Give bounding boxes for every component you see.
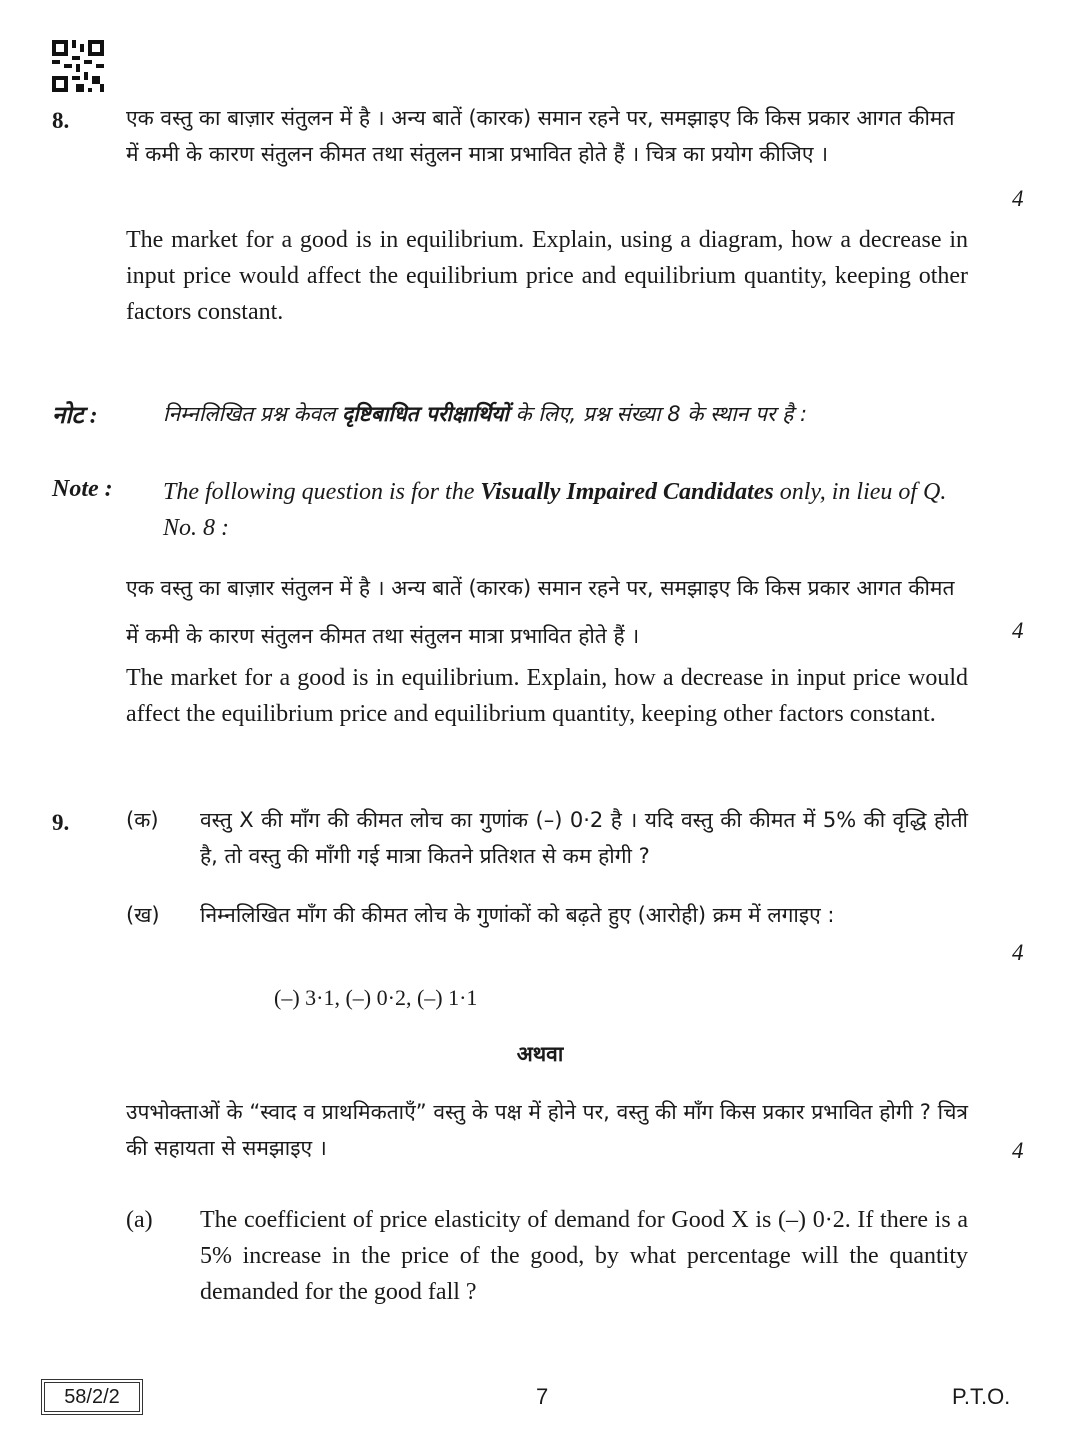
question-9a-hindi: वस्तु X की माँग की कीमत लोच का गुणांक (–) 0·2 है । यदि वस्तु की कीमत में 5% की वृद्धि होती है, तो वस्तु की माँगी गई मात्रा कितने प्रतिशत से कम होगी ? xyxy=(200,808,968,868)
question-9a-english: The coefficient of price elasticity of demand for Good X is (–) 0·2. If there is a 5% increase in the price of the good, by what percentage will the quantity demanded for the good fall ? xyxy=(200,1207,968,1305)
question-8-number: 8. xyxy=(52,108,70,133)
or-separator: अथवा xyxy=(516,1042,564,1066)
page-number: 7 xyxy=(536,1384,549,1409)
question-8-english: The market for a good is in equilibrium. Explain, using a diagram, how a decrease in input price would affect the equilibrium price and equilibrium quantity, keeping other factors constant. xyxy=(126,227,968,325)
note-hindi-bold: दृष्टिबाधित परीक्षार्थियों xyxy=(341,402,509,426)
note-label-hindi: नोट : xyxy=(52,403,98,429)
note-hindi-pre: निम्नलिखित प्रश्न केवल xyxy=(163,402,342,426)
question-9a-label: (क) xyxy=(126,808,159,832)
note-hindi-post: के लिए, प्रश्न संख्या 8 के स्थान पर है : xyxy=(508,402,808,426)
question-9b-label: (ख) xyxy=(126,903,160,927)
question-9-number: 9. xyxy=(52,810,70,835)
paper-code: 58/2/2 xyxy=(44,1382,140,1412)
vi-question-hindi: एक वस्तु का बाज़ार संतुलन में है । अन्य बातें (कारक) समान रहने पर, समझाइए कि किस प्रकार आगत कीमत में कमी के कारण संतुलन कीमत तथा संतुलन मात्रा प्रभावित होते हैं । xyxy=(126,576,955,648)
note-text-hindi xyxy=(163,396,968,432)
pto-label: P.T.O. xyxy=(952,1384,1011,1409)
question-9-marks-2: 4 xyxy=(1012,1138,1024,1163)
question-9b-values: (–) 3·1, (–) 0·2, (–) 1·1 xyxy=(274,985,478,1010)
question-9-marks-1: 4 xyxy=(1012,940,1024,965)
note-text-english xyxy=(163,474,968,546)
qr-code-icon xyxy=(52,40,104,92)
question-9b-hindi: निम्नलिखित माँग की कीमत लोच के गुणांकों को बढ़ते हुए (आरोही) क्रम में लगाइए : xyxy=(200,903,835,927)
question-8-marks: 4 xyxy=(1012,186,1024,211)
vi-question-marks: 4 xyxy=(1012,618,1024,643)
note-english-post: only, in lieu of Q. No. 8 : xyxy=(163,479,947,541)
question-9a-english-label: (a) xyxy=(126,1207,153,1233)
note-english-pre: The following question is for the xyxy=(163,479,481,505)
vi-question-english: The market for a good is in equilibrium. Explain, how a decrease in input price would affect the equilibrium price and equilibrium quantity, keeping other factors constant. xyxy=(126,665,968,727)
note-label-english: Note : xyxy=(52,476,113,502)
question-8-hindi: एक वस्तु का बाज़ार संतुलन में है । अन्य बातें (कारक) समान रहने पर, समझाइए कि किस प्रकार आगत कीमत में कमी के कारण संतुलन कीमत तथा संतुलन मात्रा प्रभावित होते हैं । चित्र का प्रयोग कीजिए । xyxy=(126,106,955,166)
note-english-bold: Visually Impaired Candidates xyxy=(480,479,774,505)
question-9-or-hindi: उपभोक्ताओं के “स्वाद व प्राथमिकताएँ” वस्तु के पक्ष में होने पर, वस्तु की माँग किस प्रकार प्रभावित होगी ? चित्र की सहायता से समझाइए । xyxy=(126,1100,968,1160)
